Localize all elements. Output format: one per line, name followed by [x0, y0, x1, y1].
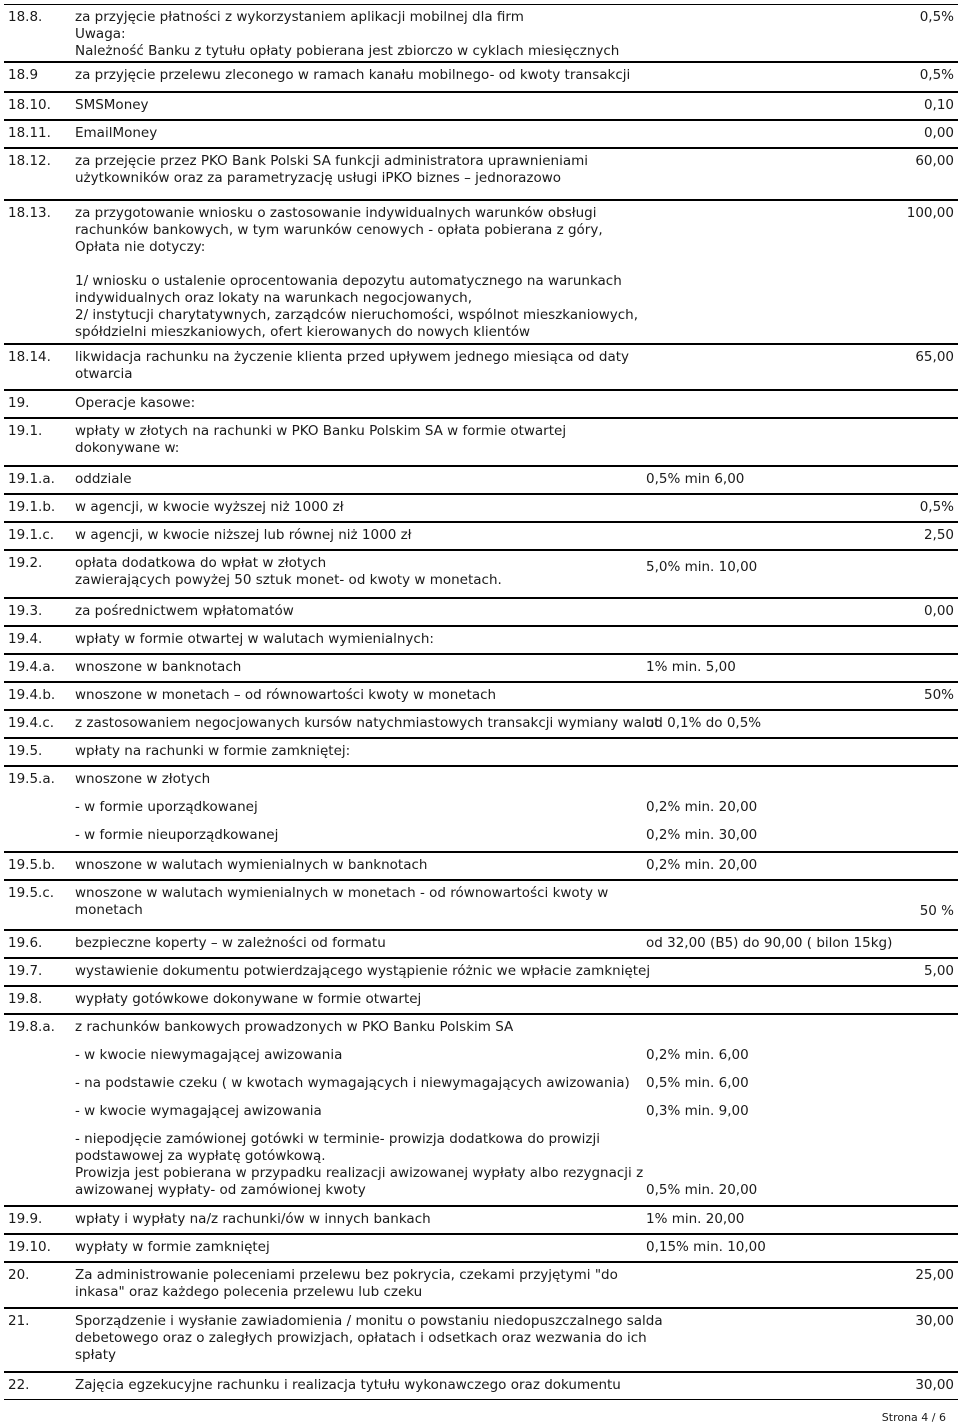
- row-description: [75, 471, 132, 488]
- table-row: [4, 344, 958, 390]
- description-line: dokonywane w:: [75, 440, 180, 456]
- fee-value: 5,0% min. 10,00: [646, 559, 758, 575]
- description-line: 2/ instytucji charytatywnych, zarządców nieruchomości, wspólnot mieszkaniowych,: [75, 307, 639, 323]
- description-line: za przygotowanie wniosku o zastosowanie indywidualnych warunków obsługi: [75, 205, 597, 221]
- table-row: [4, 598, 958, 626]
- row-description: [75, 743, 350, 760]
- table-row: [4, 710, 958, 738]
- table-row: [4, 626, 958, 654]
- description-line: inkasa" oraz każdego polecenia przelewu lub czeku: [75, 1284, 423, 1300]
- fee-value: 0,15% min. 10,00: [646, 1239, 766, 1255]
- description-line: wypłaty w formie zamkniętej: [75, 1239, 270, 1255]
- row-number: 19.1.b.: [8, 499, 56, 515]
- description-line: Zajęcia egzekucyjne rachunku i realizacja tytułu wykonawczego oraz dokumentu: [75, 1377, 621, 1393]
- table-row: [4, 1308, 958, 1372]
- table-row: [4, 1206, 958, 1234]
- description-line: wpłaty w formie otwartej w walutach wymienialnych:: [75, 631, 434, 647]
- extra-line: - niepodjęcie zamówionej gotówki w terminie- prowizja dodatkowa do prowizji: [75, 1131, 600, 1147]
- row-number: 18.14.: [8, 349, 51, 365]
- description-line: 1/ wniosku o ustalenie oprocentowania depozytu automatycznego na warunkach: [75, 273, 622, 289]
- fee-value: 2,50: [923, 527, 954, 543]
- row-description: [75, 1239, 270, 1256]
- extra-line: podstawowej za wypłatę gotówkową.: [75, 1148, 326, 1164]
- description-line: wpłaty w złotych na rachunki w PKO Banku Polskim SA w formie otwartej: [75, 423, 567, 439]
- row-description: [75, 205, 638, 341]
- table-row: [4, 466, 958, 494]
- sub-item-label: - w formie uporządkowanej: [75, 799, 258, 815]
- description-line: otwarcia: [75, 366, 133, 382]
- table-row: [4, 682, 958, 710]
- row-description: [75, 499, 344, 516]
- description-line: Sporządzenie i wysłanie zawiadomienia / monitu o powstaniu niedopuszczalnego salda: [75, 1313, 663, 1329]
- row-description: [75, 857, 427, 874]
- row-number: 19.5.a.: [8, 771, 55, 787]
- fee-value: 50%: [923, 687, 954, 703]
- description-line: z rachunków bankowych prowadzonych w PKO Banku Polskim SA: [75, 1019, 514, 1035]
- table-row: [4, 92, 958, 120]
- row-number: 18.12.: [8, 153, 51, 169]
- row-description: [75, 423, 566, 457]
- row-description: [75, 153, 588, 187]
- row-number: 19.5.: [8, 743, 43, 759]
- sub-item-value: 0,2% min. 6,00: [646, 1047, 749, 1063]
- description-line: wpłaty na rachunki w formie zamkniętej:: [75, 743, 351, 759]
- sub-item-label: - w formie nieuporządkowanej: [75, 827, 279, 843]
- row-number: 19.10.: [8, 1239, 51, 1255]
- row-description: [75, 963, 650, 980]
- fee-value: 5,00: [923, 963, 954, 979]
- description-line: wnoszone w walutach wymienialnych w monetach - od równowartości kwoty w: [75, 885, 609, 901]
- row-description: [75, 771, 210, 788]
- description-line: spłaty: [75, 1347, 116, 1363]
- row-number: 18.10.: [8, 97, 51, 113]
- sub-item-value: 0,2% min. 20,00: [646, 799, 758, 815]
- row-number: 19.5.c.: [8, 885, 55, 901]
- row-description: [75, 991, 421, 1008]
- description-line: Należność Banku z tytułu opłaty pobierana jest zbiorczo w cyklach miesięcznych: [75, 43, 620, 59]
- page-number: Strona 4 / 6: [881, 1411, 946, 1424]
- table-row: [4, 1372, 958, 1400]
- description-line: [75, 256, 638, 273]
- row-number: 19.1.c.: [8, 527, 55, 543]
- table-row: [4, 148, 958, 200]
- extra-line: awizowanej wypłaty- od zamówionej kwoty: [75, 1182, 366, 1198]
- description-line: spółdzielni mieszkaniowych, ofert kierowanych do nowych klientów: [75, 324, 531, 340]
- row-description: [75, 631, 434, 648]
- table-row: [4, 120, 958, 148]
- table-row: [4, 738, 958, 766]
- table-row: [4, 390, 958, 418]
- table-row: [4, 1234, 958, 1262]
- fee-value: 0,5%: [919, 499, 954, 515]
- row-number: 19.7.: [8, 963, 43, 979]
- description-line: za pośrednictwem wpłatomatów: [75, 603, 294, 619]
- sub-item-value: 0,2% min. 30,00: [646, 827, 758, 843]
- fee-value: 65,00: [915, 349, 954, 365]
- row-number: 18.13.: [8, 205, 51, 221]
- fee-value: od 0,1% do 0,5%: [646, 715, 762, 731]
- row-description: [75, 555, 502, 589]
- fee-value: 1% min. 20,00: [646, 1211, 745, 1227]
- row-number: 19.4.: [8, 631, 43, 647]
- row-description: [75, 67, 630, 84]
- sub-item-value: 0,5% min. 6,00: [646, 1075, 749, 1091]
- row-number: 19.3.: [8, 603, 43, 619]
- table-row: [4, 4, 958, 62]
- row-description: [75, 687, 496, 704]
- row-number: 19.9.: [8, 1211, 43, 1227]
- row-description: [75, 935, 386, 952]
- table-row: [4, 1014, 958, 1206]
- fee-value: 30,00: [915, 1313, 954, 1329]
- description-line: w agencji, w kwocie niższej lub równej niż 1000 zł: [75, 527, 412, 543]
- extra-line: Prowizja jest pobierana w przypadku realizacji awizowanej wypłaty albo rezygnacji z: [75, 1165, 644, 1181]
- fee-value: od 32,00 (B5) do 90,00 ( bilon 15kg): [646, 935, 893, 951]
- description-line: Za administrowanie poleceniami przelewu bez pokrycia, czekami przyjętymi "do: [75, 1267, 618, 1283]
- row-number: 18.9: [8, 67, 39, 83]
- description-line: wypłaty gotówkowe dokonywane w formie otwartej: [75, 991, 422, 1007]
- row-number: 19.6.: [8, 935, 43, 951]
- description-line: zawierających powyżej 50 sztuk monet- od kwoty w monetach.: [75, 572, 502, 588]
- fee-value: 0,5%: [919, 67, 954, 83]
- description-line: EmailMoney: [75, 125, 158, 141]
- description-line: rachunków bankowych, w tym warunków cenowych - opłata pobierana z góry,: [75, 222, 603, 238]
- description-line: oddziale: [75, 471, 132, 487]
- table-row: [4, 958, 958, 986]
- row-number: 18.8.: [8, 9, 43, 25]
- fee-value: 50 %: [919, 903, 954, 919]
- row-description: [75, 9, 619, 60]
- fee-value: 25,00: [915, 1267, 954, 1283]
- row-description: [75, 603, 294, 620]
- fee-value: 0,5%: [919, 9, 954, 25]
- sub-item-label: - w kwocie wymagającej awizowania: [75, 1103, 322, 1119]
- description-line: wpłaty i wypłaty na/z rachunki/ów w innych bankach: [75, 1211, 431, 1227]
- sub-item-label: - na podstawie czeku ( w kwotach wymagających i niewymagających awizowania): [75, 1075, 630, 1091]
- description-line: Opłata nie dotyczy:: [75, 239, 206, 255]
- description-line: użytkowników oraz za parametryzację usługi iPKO biznes – jednorazowo: [75, 170, 562, 186]
- table-row: [4, 766, 958, 852]
- description-line: Uwaga:: [75, 26, 126, 42]
- description-line: z zastosowaniem negocjowanych kursów natychmiastowych transakcji wymiany walut: [75, 715, 660, 731]
- fee-value: 30,00: [915, 1377, 954, 1393]
- table-row: [4, 522, 958, 550]
- row-description: [75, 527, 412, 544]
- table-row: [4, 418, 958, 466]
- row-number: 19.1.a.: [8, 471, 55, 487]
- row-number: 19.4.c.: [8, 715, 55, 731]
- description-line: bezpieczne koperty – w zależności od formatu: [75, 935, 386, 951]
- table-row: [4, 930, 958, 958]
- description-line: wnoszone w walutach wymienialnych w banknotach: [75, 857, 428, 873]
- fee-value: 0,00: [923, 125, 954, 141]
- row-description: [75, 1377, 621, 1394]
- fee-value: 0,00: [923, 603, 954, 619]
- table-row: [4, 986, 958, 1014]
- row-number: 19.5.b.: [8, 857, 56, 873]
- table-row: [4, 1262, 958, 1308]
- description-line: wystawienie dokumentu potwierdzającego wystąpienie różnic we wpłacie zamkniętej: [75, 963, 651, 979]
- table-row: [4, 494, 958, 522]
- row-number: 20.: [8, 1267, 30, 1283]
- table-row: [4, 852, 958, 880]
- fee-value: 0,5% min 6,00: [646, 471, 745, 487]
- row-description: [75, 1211, 431, 1228]
- fee-value: 60,00: [915, 153, 954, 169]
- row-description: [75, 97, 149, 114]
- fee-value: 0,2% min. 20,00: [646, 857, 758, 873]
- fee-value: 100,00: [906, 205, 954, 221]
- row-description: [75, 1313, 663, 1364]
- description-line: za przyjęcie płatności z wykorzystaniem aplikacji mobilnej dla firm: [75, 9, 524, 25]
- row-number: 21.: [8, 1313, 30, 1329]
- row-number: 22.: [8, 1377, 30, 1393]
- row-description: [75, 659, 241, 676]
- row-description: [75, 395, 195, 412]
- table-row: [4, 550, 958, 598]
- fee-value: 0,10: [923, 97, 954, 113]
- description-line: za przyjęcie przelewu zleconego w ramach kanału mobilnego- od kwoty transakcji: [75, 67, 631, 83]
- row-number: 19.4.a.: [8, 659, 55, 675]
- table-row: [4, 62, 958, 92]
- row-number: 19.8.: [8, 991, 43, 1007]
- row-description: [75, 349, 629, 383]
- description-line: Operacje kasowe:: [75, 395, 196, 411]
- row-description: [75, 1267, 618, 1301]
- row-number: 19.: [8, 395, 30, 411]
- description-line: SMSMoney: [75, 97, 149, 113]
- row-number: 19.4.b.: [8, 687, 56, 703]
- description-line: monetach: [75, 902, 143, 918]
- row-number: 19.2.: [8, 555, 43, 571]
- description-line: wnoszone w złotych: [75, 771, 211, 787]
- description-line: indywidualnych oraz lokaty na warunkach negocjowanych,: [75, 290, 472, 306]
- extra-value: 0,5% min. 20,00: [646, 1182, 758, 1198]
- table-row: [4, 880, 958, 930]
- description-line: debetowego oraz o zaległych prowizjach, opłatach i odsetkach oraz wezwania do ich: [75, 1330, 647, 1346]
- row-description: [75, 1019, 513, 1036]
- description-line: likwidacja rachunku na życzenie klienta przed upływem jednego miesiąca od daty: [75, 349, 630, 365]
- row-number: 18.11.: [8, 125, 51, 141]
- row-number: 19.8.a.: [8, 1019, 55, 1035]
- table-row: [4, 654, 958, 682]
- row-description: [75, 125, 157, 142]
- sub-item-label: - w kwocie niewymagającej awizowania: [75, 1047, 343, 1063]
- description-line: wnoszone w monetach – od równowartości kwoty w monetach: [75, 687, 497, 703]
- description-line: w agencji, w kwocie wyższej niż 1000 zł: [75, 499, 344, 515]
- fee-value: 1% min. 5,00: [646, 659, 736, 675]
- table-row: [4, 200, 958, 344]
- description-line: za przejęcie przez PKO Bank Polski SA funkcji administratora uprawnieniami: [75, 153, 589, 169]
- description-line: wnoszone w banknotach: [75, 659, 242, 675]
- row-number: 19.1.: [8, 423, 43, 439]
- description-line: opłata dodatkowa do wpłat w złotych: [75, 555, 327, 571]
- sub-item-value: 0,3% min. 9,00: [646, 1103, 749, 1119]
- row-description: [75, 715, 660, 732]
- row-description: [75, 885, 608, 919]
